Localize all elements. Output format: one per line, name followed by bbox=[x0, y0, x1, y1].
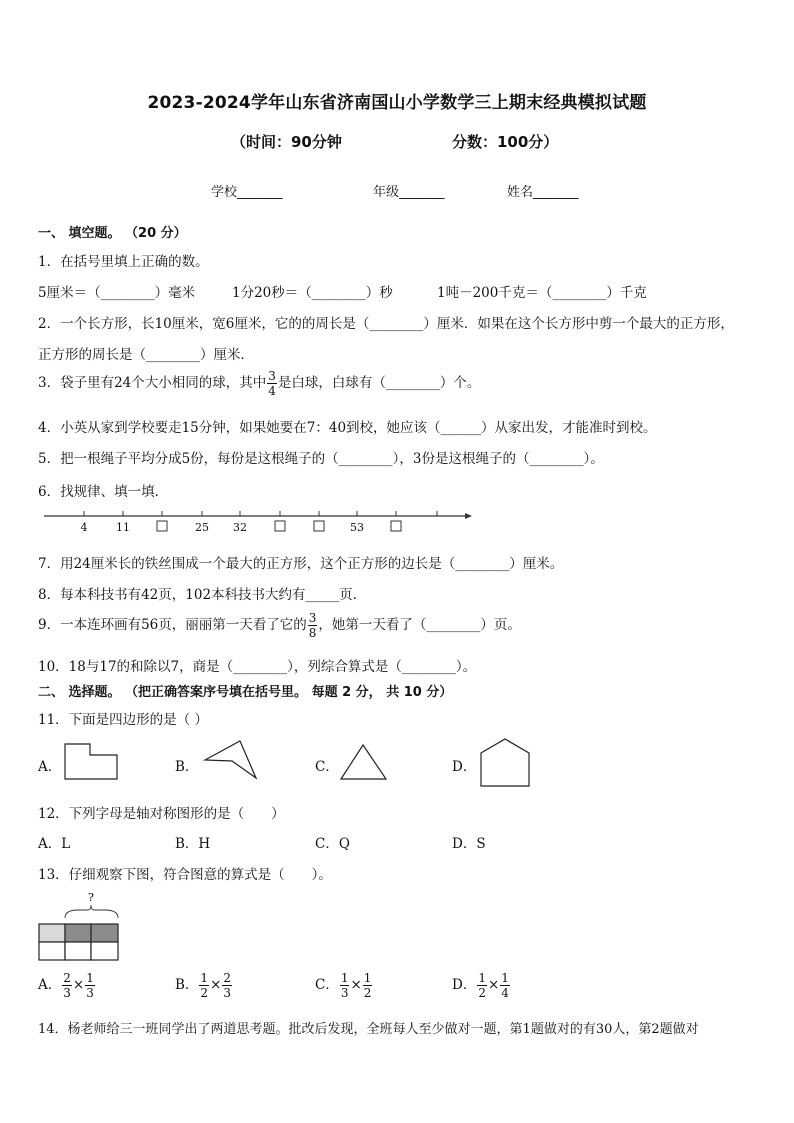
q1-part-a: 5厘米＝（________）毫米 bbox=[38, 285, 196, 301]
q12-option-c[interactable]: C．Q bbox=[315, 836, 350, 852]
q10-text: 10．18与17的和除以7，商是（________），列综合算式是（________）。 bbox=[38, 659, 477, 675]
q4-text: 4．小英从家到学校要走15分钟，如果她要在7：40到校，她应该（______）从家出发，才能准时到校。 bbox=[38, 420, 657, 436]
q13-a-den2: 3 bbox=[86, 986, 94, 1000]
q13-option-b[interactable] bbox=[175, 972, 233, 999]
q13-d-num2: 1 bbox=[501, 971, 509, 985]
q9-post: ，她第一天看了（________）页。 bbox=[318, 617, 521, 633]
q12-text: 12．下列字母是轴对称图形的是（ ） bbox=[38, 806, 285, 822]
shape-a-notched-rectangle bbox=[65, 744, 117, 779]
q13-brace bbox=[65, 905, 118, 918]
q9-numerator: 3 bbox=[308, 611, 317, 625]
q2-line2: 正方形的周长是（________）厘米． bbox=[38, 347, 254, 363]
times-sign: × bbox=[210, 977, 222, 993]
nl-label-4: 32 bbox=[233, 521, 247, 534]
q3-post: 是白球，白球有（________）个。 bbox=[277, 375, 481, 391]
q11-option-b[interactable]: B． bbox=[175, 759, 199, 775]
q13-option-d-label: D． bbox=[452, 977, 477, 993]
shape-b-arrowhead bbox=[205, 741, 256, 778]
number-line bbox=[0, 505, 794, 545]
q13-a-num1: 2 bbox=[63, 971, 71, 985]
q8-text: 8．每本科技书有42页，102本科技书大约有_____页． bbox=[38, 587, 367, 603]
q13-a-num2: 1 bbox=[86, 971, 94, 985]
q11-text: 11．下面是四边形的是（ ） bbox=[38, 712, 208, 728]
page-title: 2023-2024学年山东省济南国山小学数学三上期末经典模拟试题 bbox=[147, 93, 647, 113]
section-1-heading: 一、 填空题。 （20 分） bbox=[38, 226, 187, 241]
nl-label-1: 4 bbox=[80, 521, 88, 534]
shape-c-triangle bbox=[341, 745, 386, 779]
q12-option-b[interactable]: B．H bbox=[175, 836, 211, 852]
q9-denominator: 8 bbox=[308, 626, 317, 640]
nl-label-5: 53 bbox=[350, 521, 364, 534]
q13-a-den1: 3 bbox=[63, 986, 71, 1000]
q3-denominator: 4 bbox=[268, 384, 276, 398]
times-sign: × bbox=[350, 977, 362, 993]
q7-text: 7．用24厘米长的铁丝围成一个最大的正方形，这个正方形的边长是（________）厘米。 bbox=[38, 556, 564, 572]
q13-b-num2: 2 bbox=[223, 971, 232, 985]
q1-part-b: 1分20秒＝（________）秒 bbox=[232, 285, 393, 301]
q13-text: 13．仔细观察下图，符合图意的算式是（ ）。 bbox=[38, 867, 332, 883]
times-sign: × bbox=[72, 977, 85, 993]
q13-d-den2: 4 bbox=[501, 986, 509, 1000]
q14-text: 14．杨老师给三一班同学出了两道思考题。批改后发现，全班每人至少做对一题，第1题做对的有30人，第2题做对 bbox=[38, 1022, 699, 1037]
blank-box-3[interactable] bbox=[314, 521, 324, 531]
q13-option-b-label: B． bbox=[175, 977, 199, 993]
q2-line1: 2．一个长方形，长10厘米，宽6厘米，它的的周长是（________）厘米．如果在这个长方形中剪一个最大的正方形， bbox=[38, 316, 734, 332]
q13-d-den1: 2 bbox=[478, 986, 486, 1000]
q11-option-d[interactable]: D． bbox=[452, 759, 477, 775]
q3-fraction bbox=[267, 370, 277, 397]
section-2-heading: 二、 选择题。 （把正确答案序号填在括号里。 每题 2 分， 共 10 分） bbox=[38, 685, 453, 700]
q3 bbox=[38, 370, 480, 397]
q9-pre: 9．一本连环画有56页，丽丽第一天看了它的 bbox=[38, 617, 307, 633]
blank-box-1[interactable] bbox=[157, 521, 167, 531]
q3-pre: 3．袋子里有24个大小相同的球，其中 bbox=[38, 375, 267, 391]
q3-numerator: 3 bbox=[268, 369, 276, 383]
q11-shapes bbox=[0, 736, 794, 796]
q12-option-a[interactable]: A．L bbox=[38, 836, 71, 852]
q11-option-c[interactable]: C． bbox=[315, 759, 339, 775]
q13-option-d[interactable] bbox=[452, 972, 511, 999]
blank-box-4[interactable] bbox=[391, 521, 401, 531]
q13-c-den2: 2 bbox=[363, 986, 372, 1000]
q5-text: 5．把一根绳子平均分成5份，每份是这根绳子的（________），3份是这根绳子的（________）。 bbox=[38, 451, 604, 467]
blank-box-2[interactable] bbox=[275, 521, 285, 531]
q13-option-a[interactable] bbox=[38, 972, 96, 999]
q13-option-a-label: A． bbox=[38, 977, 62, 993]
q13-question-mark: ? bbox=[88, 891, 94, 904]
q11-option-a[interactable]: A． bbox=[38, 759, 62, 775]
score-label: 分数：100分） bbox=[452, 133, 559, 151]
q13-d-num1: 1 bbox=[478, 971, 486, 985]
q1-text: 1．在括号里填上正确的数。 bbox=[38, 254, 209, 270]
shape-d-pentagon bbox=[481, 739, 529, 786]
q13-b-num1: 1 bbox=[200, 971, 209, 985]
q6-text: 6．找规律、填一填． bbox=[38, 484, 169, 500]
q13-option-c-label: C． bbox=[315, 977, 339, 993]
times-sign: × bbox=[487, 977, 500, 993]
q9 bbox=[38, 612, 521, 639]
q13-b-den1: 2 bbox=[200, 986, 209, 1000]
q13-c-num2: 1 bbox=[363, 971, 372, 985]
q13-grid-figure bbox=[0, 888, 794, 968]
time-label: （时间：90分钟 bbox=[231, 133, 342, 151]
nl-label-3: 25 bbox=[195, 521, 209, 534]
nl-label-2: 11 bbox=[116, 521, 130, 534]
grade-field[interactable]: 年级_______ bbox=[373, 185, 445, 200]
q13-c-den1: 3 bbox=[340, 986, 349, 1000]
school-field[interactable]: 学校_______ bbox=[211, 185, 283, 200]
q13-c-num1: 1 bbox=[340, 971, 349, 985]
q13-b-den2: 3 bbox=[223, 986, 232, 1000]
name-field[interactable]: 姓名_______ bbox=[507, 185, 579, 200]
q9-fraction bbox=[308, 612, 318, 639]
q12-option-d[interactable]: D．S bbox=[452, 836, 486, 852]
q13-option-c[interactable] bbox=[315, 972, 373, 999]
q1-part-c: 1吨－200千克＝（________）千克 bbox=[437, 285, 647, 301]
